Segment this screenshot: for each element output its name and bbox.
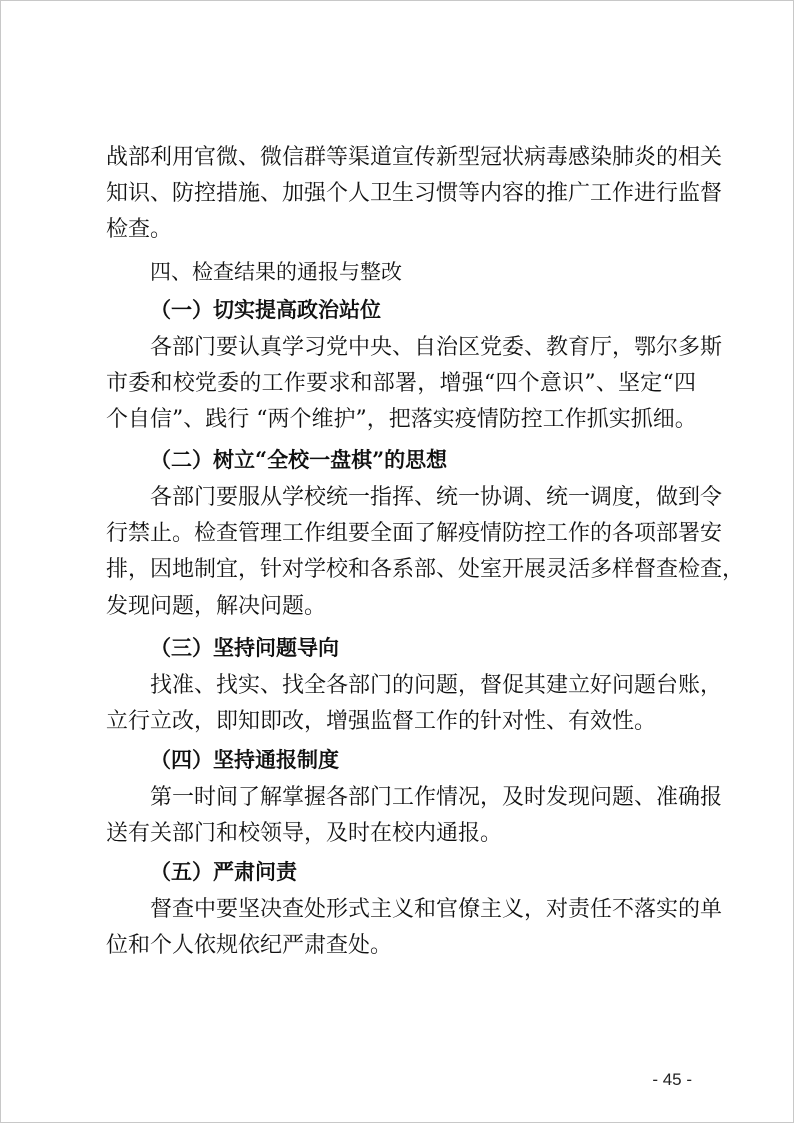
subsection-4-body [106,780,723,852]
text-line: 市委和校党委的工作要求和部署，增强“四个意识”、坚定“四 [106,371,696,397]
subsection-2 [106,442,696,478]
section-heading-text: 四、检查结果的通报与整改 [150,260,402,284]
text-line: 知识、防控措施、加强个人卫生习惯等内容的推广工作进行监督 [106,181,723,207]
text-line: 检查。 [106,217,173,243]
subsection-2-body [106,480,745,625]
subsection-1 [106,292,696,328]
text-line: 个自信”、践行 “两个维护”，把落实疫情防控工作抓实抓细。 [106,407,697,433]
subsection-3-body [106,668,723,740]
section-heading [106,254,696,290]
page-number: - 45 - [652,1070,692,1089]
text-line: 排，因地制宜，针对学校和各系部、处室开展灵活多样督查检查， [106,557,745,583]
text-line: 各部门要认真学习党中央、自治区党委、教育厅，鄂尔多斯 [150,335,723,360]
text-line: 战部利用官微、微信群等渠道宣传新型冠状病毒感染肺炎的相关 [106,145,723,170]
subsection-title: （二）树立“全校一盘棋”的思想 [150,447,448,472]
subsection-5-body [106,892,723,964]
subsection-title: （一）切实提高政治站位 [150,297,381,322]
subsection-3 [106,630,696,666]
subsection-5 [106,854,696,890]
text-line: 督查中要坚决查处形式主义和官僚主义，对责任不落实的单 [150,897,723,922]
text-line: 位和个人依规依纪严肃查处。 [106,933,393,959]
text-line: 找准、找实、找全各部门的问题，督促其建立好问题台账， [150,673,723,698]
subsection-1-body [106,330,723,439]
subsection-title: （五）严肃问责 [150,859,297,884]
text-line: 立行立改，即知即改，增强监督工作的针对性、有效性。 [106,709,657,735]
text-line: 行禁止。检查管理工作组要全面了解疫情防控工作的各项部署安 [106,521,723,547]
text-line: 送有关部门和校领导，及时在校内通报。 [106,821,503,847]
paragraph-continuation [106,140,723,249]
text-line: 第一时间了解掌握各部门工作情况，及时发现问题、准确报 [150,785,723,810]
text-line: 发现问题，解决问题。 [106,593,327,619]
subsection-title: （四）坚持通报制度 [150,747,339,772]
text-line: 各部门要服从学校统一指挥、统一协调、统一调度，做到令 [150,485,723,510]
subsection-4 [106,742,696,778]
subsection-title: （三）坚持问题导向 [150,635,339,660]
